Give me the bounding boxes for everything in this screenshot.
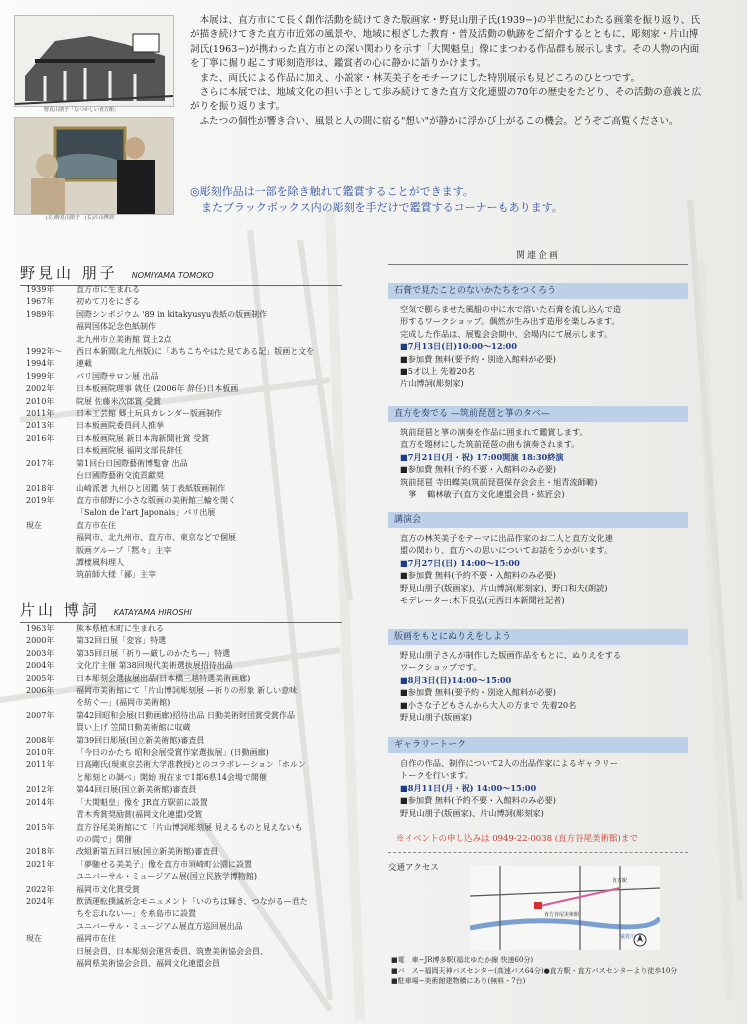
bio-row (26, 747, 338, 759)
bio-text: 日本板画院展 福岡文部長辞任 (76, 446, 183, 456)
event-notice: ※イベントの申し込みは 0949-22-0038 (直方谷尾美術館)まで (396, 834, 638, 844)
bio-row (26, 545, 336, 557)
bio-text: 福岡市文化賞受賞 (76, 884, 140, 894)
bio-row (26, 685, 338, 710)
event-line: ワークショップです。 (400, 662, 482, 673)
event-line: 直方を題材にした筑前琵琶の曲も演奏されます。 (400, 439, 580, 450)
bio-row (26, 623, 338, 635)
station-print-image (15, 16, 173, 106)
bio-year (26, 557, 76, 569)
bio-text: 飲酒運転撲滅祈念モニュメント「いのちは輝き、つながる—君た ちを忘れない—」を糸島市に設置 (76, 896, 308, 919)
event-line: ■参加費 無料(予約不要・入館料のみ必要) (400, 795, 556, 806)
bio-text: 北九州市立美術館 買上2点 (76, 334, 172, 344)
bio-year (26, 334, 76, 346)
event-line: 箏 鶴林敏子(直方文化連盟会員・紘匠会) (400, 489, 565, 500)
bio-row (26, 859, 338, 871)
map-label: 直方谷尾美術館 (544, 912, 580, 918)
bio-text: 第44回日展(国立新美術館)審査員 (76, 785, 197, 795)
bio-row (26, 896, 338, 921)
bio-year: 2010年 (26, 748, 55, 758)
bio-row (26, 673, 338, 685)
event-line: ■参加費 無料(要予約・別途入館料が必要) (400, 687, 556, 698)
event-block (388, 283, 688, 390)
bio-year: 2016年 (26, 433, 55, 443)
bio-text: 「Salon de l'art Japonais」パリ出展 (76, 508, 216, 518)
access-lines (391, 955, 711, 987)
bio-text: 文化庁主催 第38回現代美術選抜展招待出品 (76, 661, 233, 671)
event-body (388, 645, 688, 723)
bio-year: 1967年 (26, 297, 55, 307)
bio-year: 2018年 (26, 847, 55, 857)
intro-paragraph: ふたつの個性が響き合い、風景と人の間に宿る"想い"が静かに浮かび上がるこの機会。どうぞご高覧ください。 (199, 115, 679, 127)
bio-text: 初めて刀をにぎる (76, 297, 140, 307)
event-line: ■5才以上 先着20名 (400, 366, 476, 377)
bio-year: 2003年 (26, 648, 55, 658)
bio-text: 筑前師大様「鄙」主宰 (76, 570, 156, 580)
bio-year: 1939年 (26, 285, 55, 294)
bio-row (26, 871, 338, 883)
bio-year: 2014年 (26, 797, 55, 807)
event-line: 野見山朋子(版画家)、片山博詞(彫刻家)、野口和夫(朗読) (400, 582, 608, 593)
bio-row (26, 433, 336, 445)
event-line: 完成した作品は、展覧会会期中、会場内にて展示します。 (400, 328, 613, 339)
artist1-name-en: NOMIYAMA TOMOKO (131, 271, 214, 280)
bio-row (26, 735, 338, 747)
bio-row (26, 846, 338, 858)
bio-text: 院展 佐藤米次郎賞 受賞 (76, 396, 162, 406)
bio-text: 日本板画院理事 就任 (2006年 辞任)日本板画 (76, 384, 239, 394)
bio-text: 台日國際藝術交流貢獻奨 (76, 471, 164, 481)
woodcut-station-print (14, 15, 174, 107)
bio-row (26, 321, 336, 333)
bio-text: 直方市郁野に小さな版画の美術館三輪を開く (76, 495, 236, 505)
touch-note (190, 184, 730, 216)
bio-text: 日展会員、日本彫刻会運営委員、筑豊美術協会会員、 福岡県美術協会会員、福岡文化連盟会員 (76, 946, 268, 968)
event-body (388, 528, 688, 606)
bio-row (26, 383, 336, 395)
bio-row (26, 822, 338, 847)
bio-year (26, 921, 76, 933)
bio-row (26, 660, 338, 672)
bio-year: 1994年 (26, 359, 55, 369)
related-events (388, 248, 688, 818)
bio-year: 2024年 (26, 896, 55, 906)
event-title: ギャラリートーク (388, 737, 688, 753)
artists-photo-image (15, 118, 173, 214)
bio-row (26, 933, 338, 945)
bio-row (26, 358, 336, 370)
bio-year: 1992年〜 (26, 347, 63, 357)
bio-year: 2002年 (26, 384, 55, 394)
bio-year: 2006年 (26, 686, 55, 696)
event-line: 筑前琵琶と箏の演奏を作品に囲まれて鑑賞します。 (400, 427, 588, 437)
bio-year (26, 507, 76, 519)
bio-text: 第1回台日国際藝術博覧會 出品 (76, 458, 188, 468)
event-line: ■参加費 無料(予約不要・入館料のみ必要) (400, 570, 556, 581)
bio-year (26, 532, 76, 544)
event-body (388, 299, 688, 390)
bio-row (26, 784, 338, 796)
bio-year: 2018年 (26, 483, 55, 493)
bio-text: 日本工芸館 郷土玩具カレンダー版画制作 (76, 409, 223, 419)
bio-year (26, 871, 76, 883)
bio-row (26, 445, 336, 457)
bio-row (26, 648, 338, 660)
bio-year: 現在 (26, 934, 42, 944)
event-line: ■参加費 無料(要予約・別途入館料が必要) (400, 353, 556, 364)
event-line: ■小さな子どもさんから大人の方まで 先着20名 (400, 699, 577, 710)
artists-photo-caption: (左)野見山朋子 (右)片山博詞 (46, 215, 114, 221)
event-title: 直方を奏でる —筑前琵琶と箏のタベ— (388, 406, 688, 422)
bio-year: 2004年 (26, 661, 55, 671)
bio-text: 版画グループ「黙々」主宰 (76, 545, 172, 555)
bio-text: 福岡市、北九州市、直方市、東京などで個展 (76, 533, 236, 543)
event-line: 自作の作品、制作について2人の出品作家によるギャラリー (400, 758, 618, 768)
bio-year: 現在 (26, 520, 42, 530)
touch-note-line: ◎彫刻作品は一部を除き触れて鑑賞することができます。 (190, 185, 474, 198)
event-line: 片山博詞(彫刻家) (400, 378, 464, 389)
artist2-heading (20, 599, 342, 623)
bio-year (26, 809, 76, 821)
access-line: ■電 車−JR博多駅(福北ゆたか線 快速60分) (391, 956, 534, 964)
intro-paragraph: 本展は、直方市にて長く創作活動を続けてきた版画家・野見山朋子氏(1939−)の半世紀にわたる画業を振り返り、氏が描き続けてきた直方市近郊の風景や、地域に根ざした教育・普及活動の軌跡をご紹介するとともに、彫刻家・片山博詞氏(1963−)が携わった直方市との深い関わりを示す「大関魁皇」像にまつわる作品群も展示します。その人物の内面を丁寧に掘り起こす彫刻造形は、鑑賞者の心に静かに語りかけます。 (190, 15, 701, 70)
bio-text: 改組新第五回日展(国立新美術館)審査員 (76, 847, 219, 857)
bio-row (26, 284, 336, 296)
event-line: ■7月21日(月・祝) 17:00開演 18:30終演 (400, 451, 564, 462)
map-label: 遠賀川 (620, 934, 636, 940)
event-line: ■8月3日(日)14:00〜15:00 (400, 674, 512, 685)
bio-text: ユニバーサル・ミュージアム展(国立民族学博物館) (76, 872, 257, 882)
bio-text: 「夢馳せる美美子」像を直方市須崎町公園に設置 (76, 859, 252, 869)
bio-text: 「今日のかたち 昭和会展受賞作家選抜展」(日動画廊) (76, 748, 269, 758)
access-line: ■駐車場−美術館建物横にあり(無料・7台) (391, 977, 526, 985)
event-title: 講演会 (388, 512, 688, 528)
bio-row (26, 946, 338, 971)
bio-row (26, 371, 336, 383)
bio-year: 1989年 (26, 309, 55, 319)
bio-year: 2017年 (26, 458, 55, 468)
bio-text: 連載 (76, 359, 92, 369)
artists-photo (14, 117, 174, 215)
bio-year: 2022年 (26, 884, 55, 894)
event-line: ■8月11日(月・祝) 14:00〜15:00 (400, 782, 537, 793)
bio-text: 直方市に生まれる (76, 285, 140, 294)
bio-text: 福岡国体記念色紙制作 (76, 322, 156, 332)
bio-text: 譚棲風科理人 (76, 557, 124, 567)
bio-row (26, 557, 336, 569)
bio-text: 直方市在住 (76, 520, 116, 530)
intro-text (190, 14, 702, 129)
bio-row (26, 408, 336, 420)
event-title: 版画をもとにぬりえをしよう (388, 629, 688, 645)
bio-year: 1963年 (26, 624, 55, 633)
bio-row (26, 710, 338, 735)
artist2-name-en: KATAYAMA HIROSHI (113, 608, 192, 617)
event-line: 野見山朋子(版画家) (400, 712, 472, 723)
bio-year: 2013年 (26, 421, 55, 431)
bio-year: 2011年 (26, 409, 55, 419)
bio-row (26, 470, 336, 482)
bio-year: 2011年 (26, 760, 55, 770)
bio-row (26, 334, 336, 346)
bio-text: 国際シンポジウム '89 in kitakyusyu表紙の版画制作 (76, 309, 268, 319)
event-body (388, 422, 688, 500)
bio-row (26, 420, 336, 432)
access-map (470, 866, 660, 950)
event-line: ■参加費 無料(予約不要・入館料のみ必要) (400, 464, 556, 475)
bio-row (26, 635, 338, 647)
bio-row (26, 495, 336, 507)
event-line: 野見山朋子(版画家)、片山博詞(彫刻家) (400, 807, 544, 818)
bio-text: 日本板画院展 新日本海新聞社賞 受賞 (76, 433, 210, 443)
event-block (388, 737, 688, 819)
events-title: 関連企画 (388, 248, 688, 265)
intro-paragraph: また、両氏による作品に加え、小説家・林芙美子をモチーフにした特別展示も見どころのひとつです。 (199, 72, 641, 84)
event-line: 盟の関わり、直方への思いについてお話をうかがいます。 (400, 545, 613, 556)
bio-text: ユニバーサル・ミュージアム展直方巡回展出品 (76, 921, 243, 931)
bio-year: 2008年 (26, 735, 55, 745)
bio-year (26, 470, 76, 482)
artist2-biography (26, 623, 338, 970)
bio-year (26, 569, 76, 581)
station-print-caption: 野見山朋子「なつかしい直方駅」 (44, 107, 120, 113)
bio-row (26, 396, 336, 408)
bio-year (26, 445, 76, 457)
event-line: トークを行います。 (400, 770, 474, 781)
bio-row (26, 296, 336, 308)
bio-text: 「大関魁皇」像を JR直方駅前に設置 (76, 797, 208, 807)
event-line: 直方の林芙美子をテーマに出品作家のお二人と直方文化連 (400, 533, 613, 543)
bio-text: 福岡市在住 (76, 934, 116, 944)
bio-row (26, 346, 336, 358)
bio-row (26, 483, 336, 495)
bio-text: 日高剛氏(現東京芸術大学准教授)とのコラボレーション「ホルン と彫刻との調べ」開始 現在まで1都6県14会場で開催 (76, 760, 306, 782)
bio-row (26, 532, 336, 544)
map-label: 直方駅 (612, 878, 628, 884)
bio-year (26, 545, 76, 557)
bio-text: 日本板画院委員同人推挙 (76, 421, 164, 431)
event-line: 筑前琵琶 寺田蝶美(筑前琵琶保存会会主・旭青流師範) (400, 476, 598, 487)
museum-marker (534, 902, 542, 909)
bio-text: 直方谷尾美術館にて「片山博詞彫刻展 見えるものと見えないも のの間で」開催 (76, 822, 303, 844)
event-line: 形するワークショップ。偶然が生み出す造形を楽しみます。 (400, 316, 620, 327)
bio-text: パリ国際サロン展 出品 (76, 371, 159, 381)
event-line: モデレーター:木下良弘(元西日本新聞社記者) (400, 595, 565, 606)
event-block (388, 629, 688, 723)
bio-year: 2007年 (26, 710, 55, 720)
artist1-name: 野見山 朋子 (20, 264, 118, 282)
touch-note-line: またブラックボックス内の彫刻を手だけで鑑賞するコーナーもあります。 (190, 201, 563, 214)
bio-year: 2012年 (26, 785, 55, 795)
bio-row (26, 797, 338, 809)
bio-text: 青木秀賞奨励賞(福岡文化連盟)受賞 (76, 810, 203, 820)
event-line: ■7月27日(日) 14:00〜15:00 (400, 557, 520, 568)
event-line: ■7月13日(日)10:00〜12:00 (400, 341, 517, 352)
bio-year (26, 321, 76, 333)
artist1-heading (20, 262, 342, 286)
bio-row (26, 520, 336, 532)
bio-text: 熊本県植木町に生まれる (76, 624, 164, 633)
intro-paragraph: さらに本展では、地域文化の担い手として歩み続けてきた直方文化連盟の70年の歴史をたどり、その活動の意義と広がりを振り返ります。 (190, 87, 702, 113)
bio-text: 第32回日展「変容」特選 (76, 636, 167, 646)
access-title: 交通アクセス (388, 863, 439, 873)
bio-text: 第39回日彫展(国立新美術館)審査員 (76, 735, 205, 745)
bio-year: 2019年 (26, 495, 55, 505)
bio-text: 日本彫刻会選抜展出品(日本橋三越特選美術画廊) (76, 673, 251, 683)
bio-row (26, 921, 338, 933)
bio-row (26, 809, 338, 821)
bio-row (26, 309, 336, 321)
bio-year: 2010年 (26, 396, 55, 406)
bio-row (26, 507, 336, 519)
bio-text: 第35回日展「祈り—厳しのかたち—」特選 (76, 648, 231, 658)
bio-row (26, 458, 336, 470)
bio-year: 1999年 (26, 371, 55, 381)
bio-year: 2015年 (26, 822, 55, 832)
event-title: 石膏で見たことのないかたちをつくろう (388, 283, 688, 299)
artist2-name: 片山 博詞 (20, 601, 100, 619)
bio-row (26, 884, 338, 896)
bio-year: 2000年 (26, 636, 55, 646)
bio-text: 第42回昭和会展(日動画廊)招待出品 日動美術財団賞受賞作品 買い上げ 笠間日動美術館に収蔵 (76, 710, 295, 733)
event-block (388, 406, 688, 500)
bio-year: 2021年 (26, 859, 55, 869)
access-line: ■バ ス−福岡天神バスセンター(高速バス64分)●直方駅・直方バスセンターより徒歩10分 (391, 966, 678, 975)
bio-text: 福岡市美術館にて「片山博詞彫刻展 —祈りの形象 新しい意味 を紡ぐ—」(福岡市美術館) (76, 686, 298, 708)
event-block (388, 512, 688, 606)
bio-year: 2005年 (26, 673, 55, 683)
bio-year (26, 946, 76, 971)
bio-text: 山崎派著 九州ひと図鑑 装丁表紙版画制作 (76, 483, 226, 493)
bio-row (26, 569, 336, 581)
bio-text: 西日本新聞(北九州版)に「あちこちやはた見てある記」版画と文を (76, 347, 315, 357)
artist1-biography (26, 284, 336, 582)
event-body (388, 753, 688, 819)
event-line: 野見山朋子さんが制作した版画作品をもとに、ぬりえをする (400, 650, 622, 660)
bio-row (26, 759, 338, 784)
event-line: 空気で膨らませた風船の中に水で溶いた石膏を流し込んで造 (400, 304, 622, 314)
